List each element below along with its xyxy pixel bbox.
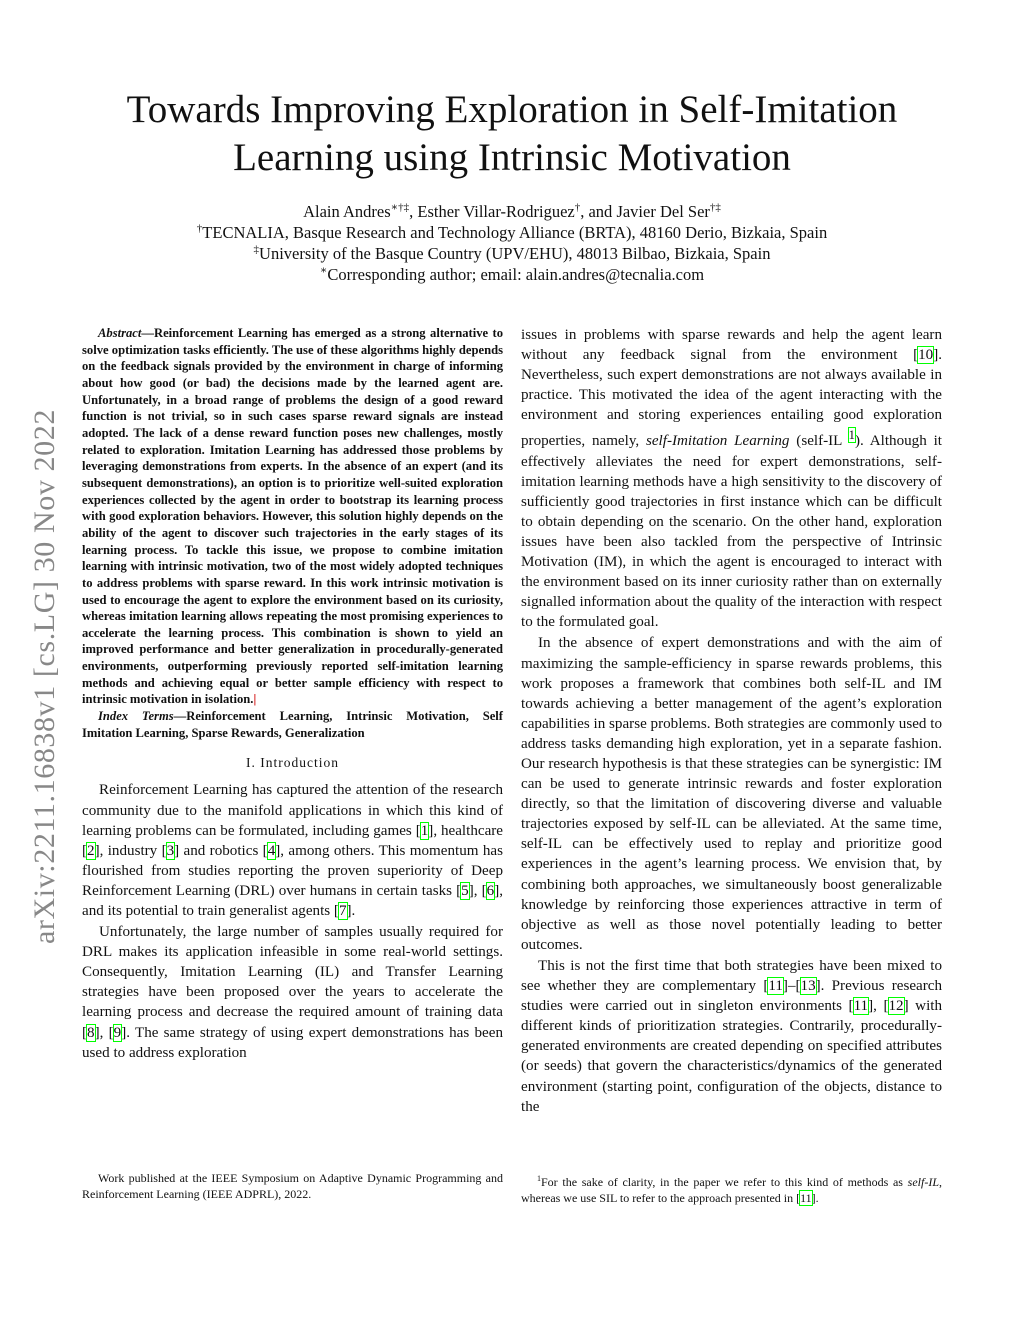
citation-link[interactable]: 2 [87,842,95,859]
abstract-end-mark: | [253,692,257,707]
citation-link[interactable]: 4 [267,842,276,859]
text-run: , and its potential to train generalist agents [82,882,503,919]
author-name: Esther Villar-Rodriguez [417,202,575,221]
emphasized-term: self-IL [907,1175,939,1189]
footnote-link[interactable]: 1 [848,428,855,443]
text-run: , among others. This momentum has flourished from studies reporting the proven superiority of Deep Reinforcement Learning (DRL) over humans in certain tasks [82,842,503,899]
citation-link[interactable]: 3 [166,842,175,859]
text-run: Unfortunately, the large number of samples usually required for DRL makes its application infeasible in some real-world settings. Consequently, Imitation Learning (IL) and Transfer Learning strategies have been proposed over the years to accelerate the learning process and decrease the required amount of training data [82,924,503,1021]
right-column [521,325,942,1117]
citation-link[interactable]: 5 [461,882,469,899]
intro-paragraph: This is not the first time that both strategies have been mixed to see whether they are complementary [11]–[13]. Previous research studies were carried out in singleton environments [11], [12] with different kinds of prioritization strategies. Contrarily, procedurally-generated environments are created depending on specified attributes (or seeds) that govern the characteristics/dynamics of the generated environment (starting point, configuration of the objects, distance to the [521,957,943,1115]
intro-paragraph: Reinforcement Learning has captured the attention of the research community due to the manifold applications in which this kind of learning problems can be formulated, including games [1], healthcare [2], industry [3] and robotics [4], among others. This momentum has flourished from studies reporting the proven superiority of Deep Reinforcement Learning (DRL) over humans in certain tasks [5], [6], and its potential to train generalist agents [7]. [82,782,503,919]
publication-footnote: Work published at the IEEE Symposium on Adaptive Dynamic Programming and Reinforcement Learning (IEEE ADPRL), 2022. [82,1171,503,1201]
citation-link[interactable]: 7 [338,902,347,919]
abstract-lead: Abstract [98,326,142,340]
text-run: . Previous research studies were carried out in singleton environments [521,978,942,1015]
citation-link[interactable]: 10 [918,347,934,364]
text-run: . The same strategy of using expert demonstrations has been used to address exploration [82,1024,503,1061]
index-terms-lead: Index Terms [98,709,174,724]
paper-title [82,86,942,182]
author-name: Javier Del Ser [616,202,710,221]
intro-paragraph: issues in problems with sparse rewards and help the agent learn without any feedback signal from the environment [10]. Nevertheless, such expert demonstrations are not always available in practice. This motivated the idea of the agent interacting with the environment and storing experiences entailing good exploration properties, namely, self-Imitation Learning (self-IL $^1$). Although it effectively alleviates the need for expert demonstrations, self-imitation learning methods have a high sensitivity to the discovery of sufficiently good trajectories in first instance which can be difficult to obtain depending on the scenario. On the other hand, exploration issues have been also tackled from the perspective of Intrinsic Motivation (IM), in which the agent is encouraged to interact with the environment based on its inner curiosity rather than on externally signalled information about the quality of the interaction with respect to the formulated goal. [521,327,942,631]
emphasized-term: self-Imitation Learning [645,433,790,450]
citation-link[interactable]: 11 [768,978,783,995]
text-run: For the sake of clarity, in the paper we refer to this kind of methods as [541,1175,908,1189]
author-mark: ∗†‡ [390,201,410,214]
citation-link[interactable]: 6 [486,882,495,899]
affiliation [82,264,942,285]
text-run: This is not the first time that both strategies have been mixed to see whether they are complementary [521,957,942,995]
text-run: , [99,1024,109,1041]
arxiv-identifier: arXiv:2211.16838v1 [cs.LG] 30 Nov 2022 [28,409,61,944]
text-run: , [473,882,482,899]
footnote-1: $^1$For the sake of clarity, in the paper we refer to this kind of methods as self-IL, whereas we use SIL to refer to the approach presented in [11]. [521,1174,942,1205]
affiliation-mark: † [196,222,203,235]
text-run: Reinforcement Learning has captured the attention of the research community due to the manifold applications in which this kind of learning problems can be formulated, including games [82,782,503,839]
text-run: . [815,1190,819,1205]
text-run: , industry [99,842,162,859]
citation-link[interactable]: 11 [853,998,869,1015]
affiliation [82,222,942,243]
abstract [82,325,503,708]
index-terms [82,708,503,741]
text-run: and robotics [179,842,263,859]
text-run: – [787,978,796,995]
affiliation [82,243,942,264]
text-run: , whereas we use SIL to refer to the approach presented in [521,1175,942,1205]
title-line-2: Learning using Intrinsic Motivation [233,136,791,179]
citation-link[interactable]: 12 [888,998,904,1015]
text-run: with different kinds of prioritization strategies. Contrarily, procedurally-generated environments are created depending on specified attributes (or seeds) that govern the characteristics/dynamics of the generated environment (starting point, configuration of the objects, distance to the [521,998,943,1115]
author-mark: †‡ [709,201,721,214]
text-run: issues in problems with sparse rewards and help the agent learn without any feedback signal from the environment [521,327,942,364]
author-block [82,201,942,285]
affiliation-text: TECNALIA, Basque Research and Technology Alliance (BRTA), 48160 Derio, Bizkaia, Spain [202,223,828,242]
affiliation-text: Corresponding author; email: alain.andres@tecnalia.com [327,265,705,284]
intro-paragraph: Unfortunately, the large number of samples usually required for DRL makes its application infeasible in some real-world settings. Consequently, Imitation Learning (IL) and Transfer Learning strategies have been proposed over the years to accelerate the learning process and decrease the required amount of training data [8], [9]. The same strategy of using expert demonstrations has been used to address exploration [82,924,503,1061]
text-run: , [873,998,884,1015]
abstract-text: —Reinforcement Learning has emerged as a strong alternative to solve optimization tasks efficiently. The use of these algorithms highly depends on the feedback signals provided by the environment in charge of informing about how good (or bad) the decisions made by the learned agent are. Unfortunately, in a broad range of problems the design of a good reward function is not trivial, so in such cases sparse reward signals are instead adopted. The lack of a dense reward function poses new challenges, mostly related to exploration. Imitation Learning has addressed those problems by leveraging demonstrations from experts. In the absence of an expert (and its subsequent demonstrations), an option is to prioritize well-suited exploration experiences collected by the agent in order to bootstrap its learning process with good exploration behaviors. However, this solution highly depends on the ability of the agent to discover such trajectories in the early stages of its learning process. To tackle this issue, we propose to combine imitation learning with intrinsic motivation, two of the most widely adopted techniques to address problems with sparse reward. In this work intrinsic motivation is used to encourage the agent to explore the environment based on its curiosity, whereas imitation learning allows repeating the most promising experiences to accelerate the learning process. This combination is shown to yield an improved performance and better generalization in procedurally-generated environments, outperforming previously reported self-imitation learning methods and achieving equal or better sample efficiency with respect to intrinsic motivation in isolation. [82,326,503,707]
citation-link[interactable]: 8 [87,1024,95,1041]
text-run: ). Although it effectively alleviates the need for expert demonstrations, self-imitation learning methods have a high sensitivity to the discovery of sufficiently good trajectories in first instance which can be difficult to obtain depending on the scenario. On the other hand, exploration issues have been also tackled from the perspective of Intrinsic Motivation (IM), in which the agent is encouraged to interact with the environment based on its inner curiosity rather than on externally signalled information about the quality of the interaction with respect to the formulated goal. [521,433,942,631]
citation-link[interactable]: 11 [800,1190,812,1205]
citation-link[interactable]: 13 [800,978,816,995]
section-heading: I. Introduction [246,755,339,771]
affiliation-mark: ∗ [319,264,328,277]
left-column [82,325,503,1063]
text-run: . Nevertheless, such expert demonstrations are not always available in practice. This motivated the idea of the agent interacting with the environment and storing experiences entailing good exploration properties, namely, [521,347,942,450]
author-mark: † [574,201,581,214]
footnote-mark: 1 [537,1174,541,1183]
text-run: (self-IL [789,433,849,450]
affiliation-text: University of the Basque Country (UPV/EHU), 48013 Bilbao, Bizkaia, Spain [259,244,771,263]
index-terms-text: —Reinforcement Learning, Intrinsic Motivation, Self Imitation Learning, Sparse Rewards, Generalization [82,709,503,740]
author-name: Alain Andres [303,202,391,221]
author-list: Alain Andres∗†‡, Esther Villar-Rodriguez†, and Javier Del Ser†‡ [303,201,721,221]
affiliation-mark: ‡ [253,243,260,256]
citation-link[interactable]: 9 [113,1024,122,1041]
title-line-1: Towards Improving Exploration in Self-Imitation [126,88,898,131]
citation-link[interactable]: 1 [420,822,429,839]
intro-paragraph: In the absence of expert demonstrations and with the aim of maximizing the sample-efficiency in sparse rewards problems, this work proposes a framework that combines both self-IL and IM towards achieving a better management of the agent’s exploration capabilities in sparse problems. Both strategies are commonly used to address tasks demanding high exploration, yet in a separate fashion. Our research hypothesis is that these strategies can be synergistic: IM can be used to generate intrinsic rewards and foster exploration directly, so that the limitation of discovering diverse and valuable trajectories exposed by self-IL can be alleviated. At the same time, self-IL can be effectively used to replay and prioritize good experiences in the agent’s learning process. We envision that, by combining both approaches, we simultaneously boost generalizable knowledge by reinforcing those experiences attractive in term of objective as well as those novel potentially leading to better outcomes. [521,635,942,953]
text-run: , healthcare [433,822,503,839]
text-run: . [351,902,356,919]
